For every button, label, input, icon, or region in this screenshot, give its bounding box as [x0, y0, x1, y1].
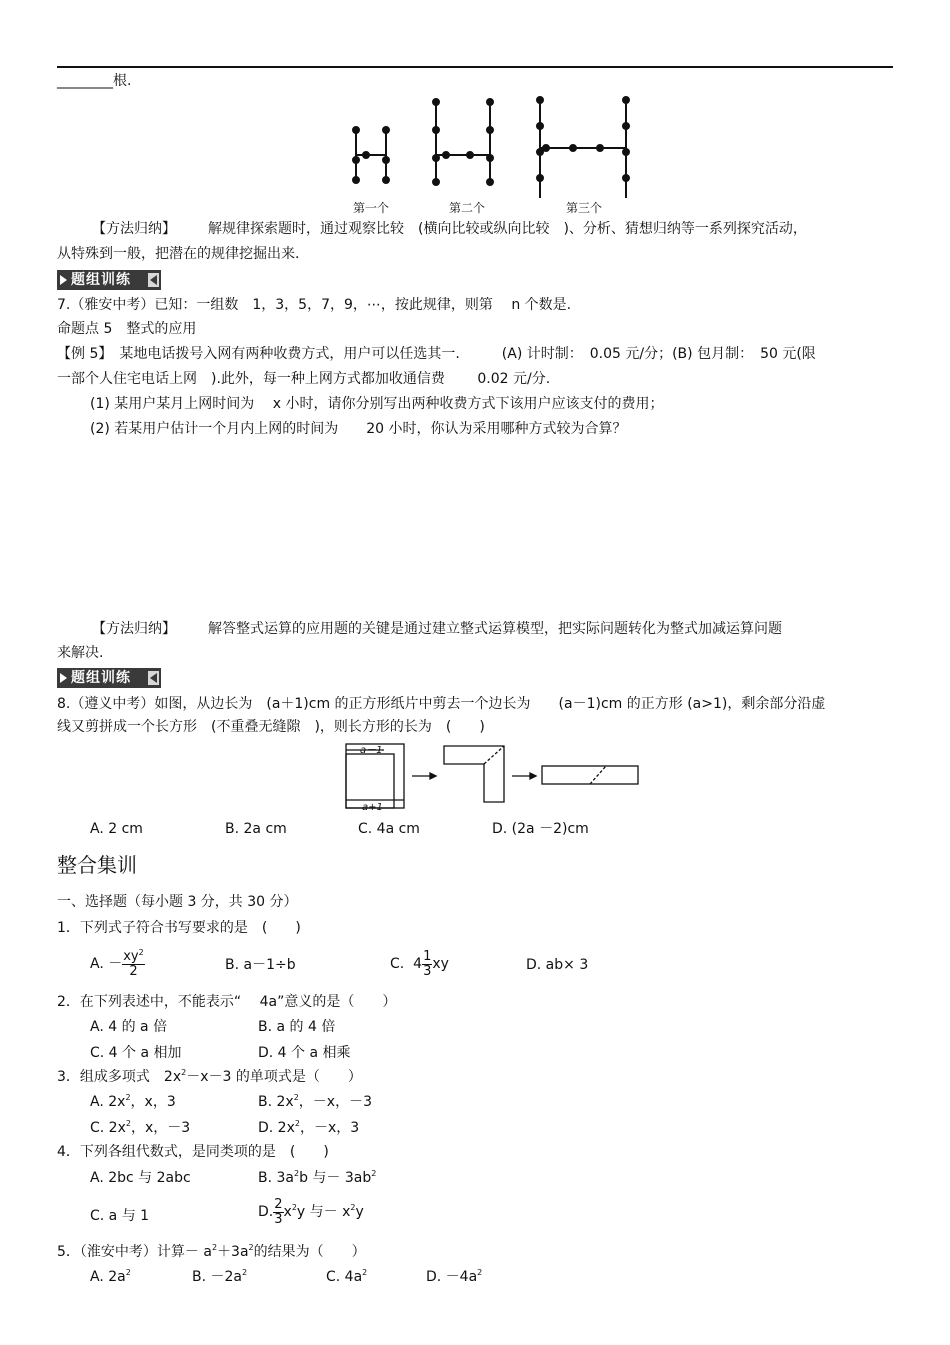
method-summary-label-2: 【方法归纳】 — [92, 621, 176, 637]
question-4: 4．下列各组代数式，是同类项的是 ( ) — [57, 1144, 329, 1160]
q5-option-d: D. $-4a^2$ — [426, 1268, 483, 1285]
q8-option-b: B. 2a cm — [225, 821, 287, 837]
method-summary-text-4: 来解决. — [57, 645, 104, 661]
q4-option-a: A. 2bc 与 2abc — [90, 1170, 191, 1186]
question-7: 7.（雅安中考）已知：一组数 1，3，5，7，9，⋯，按此规律，则第 n 个数是. — [57, 297, 572, 313]
q3-option-b: B. $2x^2$，－x，－3 — [258, 1093, 372, 1110]
q8-option-d: D. (2a －2)cm — [492, 821, 589, 837]
part-one-heading: 一、选择题（每小题 3 分，共 30 分） — [57, 894, 298, 910]
caption-second: 第二个 — [449, 201, 486, 215]
question-3: 3．组成多项式 $2x^2-x-3$ 的单项式是（ ） — [57, 1068, 362, 1085]
q8-option-c: C. 4a cm — [358, 821, 420, 837]
q3-option-c: C. $2x^2$，x，－3 — [90, 1119, 191, 1136]
practice-badge-2: 题组训练 — [57, 668, 161, 688]
question-2: 2．在下列表述中，不能表示“ 4a”意义的是（ ） — [57, 994, 397, 1010]
example-5-line-2: 一部个人住宅电话上网 ).此外，每一种上网方式都加收通信费 0.02 元/分. — [57, 371, 551, 387]
q5-option-c: C. $4a^2$ — [326, 1268, 368, 1285]
q2-option-a: A. 4 的 a 倍 — [90, 1019, 168, 1035]
question-8-line-2: 线又剪拼成一个长方形 (不重叠无缝隙 )，则长方形的长为 ( ) — [57, 719, 485, 735]
topic-heading: 命题点 5 整式的应用 — [57, 321, 197, 337]
method-summary-text-2: 从特殊到一般，把潜在的规律挖掘出来. — [57, 246, 300, 262]
example-5-part-1: (1) 某用户某月上网时间为 x 小时，请你分别写出两种收费方式下该用户应该支付的费用； — [90, 396, 664, 412]
q2-option-c: C. 4 个 a 相加 — [90, 1045, 182, 1061]
q1-option-a: A. － $\frac{xy^2}{2}$ — [90, 947, 144, 979]
section-title: 整合集训 — [57, 853, 137, 877]
q8-option-a: A. 2 cm — [90, 821, 143, 837]
q1-option-d: D. ab× 3 — [526, 957, 589, 973]
method-summary-text-3: 解答整式运算的应用题的关键是通过建立整式运算模型，把实际问题转化为整式加减运算问题 — [208, 621, 782, 637]
question-8-line-1: 8.（遵义中考）如图，从边长为 (a＋1)cm 的正方形纸片中剪去一个边长为 (a－1)cm 的正方形 (a>1)，剩余部分沿虚 — [57, 696, 826, 712]
caption-third: 第三个 — [566, 201, 603, 215]
q4-option-c: C. a 与 1 — [90, 1208, 150, 1224]
fig-label-bottom: a+1 — [362, 802, 383, 812]
q4-option-d: D. $\frac{2}{3}$ $x^2y$ 与－ $x^2y$ — [258, 1196, 364, 1227]
back-arrow-icon — [148, 273, 159, 287]
caption-first: 第一个 — [353, 201, 390, 215]
q1-option-c: C. 4 $\frac{1}{3}$ xy — [390, 948, 449, 979]
q2-option-d: D. 4 个 a 相乘 — [258, 1045, 351, 1061]
back-arrow-icon — [148, 671, 159, 685]
question-1: 1．下列式子符合书写要求的是 ( ) — [57, 920, 301, 936]
practice-badge: 题组训练 — [57, 270, 161, 290]
fig-label-top: a－1 — [360, 745, 383, 756]
question-5: 5．（淮安中考）计算－ $a^2+3a^2$的结果为（ ） — [57, 1243, 366, 1260]
play-icon — [60, 673, 67, 683]
q3-option-d: D. $2x^2$，－x，3 — [258, 1119, 360, 1136]
q2-option-b: B. a 的 4 倍 — [258, 1019, 336, 1035]
method-summary-label: 【方法归纳】 — [92, 221, 176, 237]
example-5-part-2: (2) 若某用户估计一个月内上网的时间为 20 小时，你认为采用哪种方式较为合算？ — [90, 421, 627, 437]
q3-option-a: A. $2x^2$，x，3 — [90, 1093, 176, 1110]
q5-option-b: B. $-2a^2$ — [192, 1268, 248, 1285]
q5-option-a: A. $2a^2$ — [90, 1268, 131, 1285]
blank-answer-line: ________根. — [57, 73, 132, 89]
top-rule — [57, 66, 893, 68]
q1-option-b: B. a－1÷b — [225, 957, 296, 973]
play-icon — [60, 275, 67, 285]
method-summary-text: 解规律探索题时，通过观察比较 (横向比较或纵向比较 )、分析、猜想归纳等一系列探究活动， — [208, 221, 807, 237]
square-cut-figure — [340, 740, 642, 812]
example-5-line-1: 【例 5】 某地电话拨号入网有两种收费方式，用户可以任选其一. (A) 计时制： 0.05 元/分；(B) 包月制： 50 元(限 — [57, 346, 816, 362]
q4-option-b: B. $3a^2b$ 与－ $3ab^2$ — [258, 1169, 377, 1186]
